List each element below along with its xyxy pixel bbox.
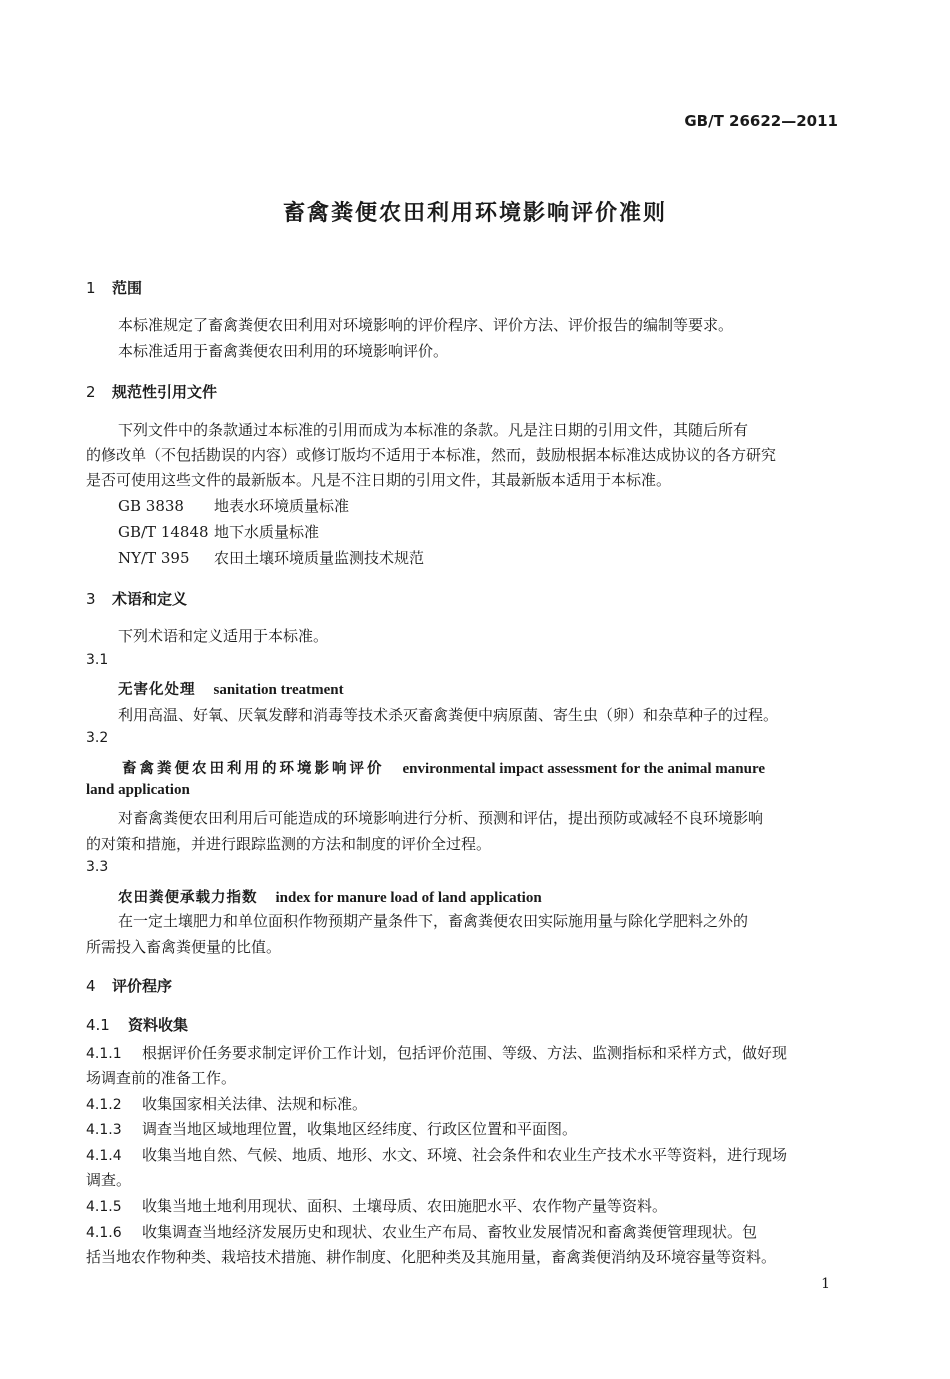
item-number: 4.1.5 — [86, 1199, 122, 1215]
term-entry — [118, 886, 542, 907]
item-number: 4.1.6 — [86, 1225, 122, 1241]
clause-number: 3.2 — [86, 730, 109, 746]
section-title: 范围 — [112, 279, 143, 297]
paragraph: 下列术语和定义适用于本标准。 — [118, 627, 329, 645]
section-number: 2 — [86, 383, 96, 401]
item-number: 4.1.1 — [86, 1046, 122, 1062]
reference-item — [118, 547, 424, 568]
term-entry — [118, 678, 344, 699]
reference-item — [118, 495, 349, 516]
clause-item — [86, 1040, 787, 1067]
section-number: 3 — [86, 590, 96, 608]
term-english: environmental impact assessment for the animal manure — [402, 761, 765, 777]
item-text: 收集调查当地经济发展历史和现状、农业生产布局、畜牧业发展情况和畜禽粪便管理现状。包 — [142, 1223, 758, 1241]
term-definition: 的对策和措施，并进行跟踪监测的方法和制度的评价全过程。 — [86, 835, 492, 853]
subsection-title: 资料收集 — [128, 1016, 189, 1034]
reference-name: 地下水质量标准 — [214, 523, 320, 541]
item-text: 收集当地土地利用现状、面积、土壤母质、农田施肥水平、农作物产量等资料。 — [142, 1197, 668, 1215]
clause-item — [86, 1142, 787, 1169]
reference-code: NY/T 395 — [118, 549, 190, 567]
item-text-continued: 调查。 — [86, 1171, 132, 1189]
clause-item — [86, 1193, 667, 1220]
clause-item — [86, 1091, 367, 1118]
term-chinese: 农田粪便承载力指数 — [118, 890, 258, 906]
item-text: 收集当地自然、气候、地质、地形、水文、环境、社会条件和农业生产技术水平等资料，进行现场 — [142, 1146, 788, 1164]
paragraph: 本标准适用于畜禽粪便农田利用的环境影响评价。 — [118, 342, 449, 360]
section-1-heading — [86, 277, 142, 298]
page-number: 1 — [821, 1276, 830, 1292]
item-text-continued: 括当地农作物种类、栽培技术措施、耕作制度、化肥种类及其施用量，畜禽粪便消纳及环境容量等资料。 — [86, 1248, 777, 1266]
section-number: 4 — [86, 977, 96, 995]
item-text: 调查当地区域地理位置，收集地区经纬度、行政区位置和平面图。 — [142, 1120, 578, 1138]
document-title: 畜禽粪便农田利用环境影响评价准则 — [282, 201, 667, 226]
term-chinese: 畜禽粪便农田利用的环境影响评价 — [122, 761, 385, 777]
reference-item — [118, 521, 319, 542]
section-title: 术语和定义 — [112, 590, 188, 608]
section-3-heading — [86, 588, 187, 609]
clause-item — [86, 1219, 757, 1246]
section-4-heading — [86, 975, 172, 996]
term-entry-continued — [86, 782, 190, 799]
term-definition: 在一定土壤肥力和单位面积作物预期产量条件下，畜禽粪便农田实际施用量与除化学肥料之外的 — [118, 912, 749, 930]
item-text: 根据评价任务要求制定评价工作计划，包括评价范围、等级、方法、监测指标和采样方式，做好现 — [142, 1044, 788, 1062]
subsection-number: 4.1 — [86, 1016, 110, 1034]
item-text-continued: 场调查前的准备工作。 — [86, 1069, 237, 1087]
term-definition: 对畜禽粪便农田利用后可能造成的环境影响进行分析、预测和评估，提出预防或减轻不良环境影响 — [118, 809, 764, 827]
item-text: 收集国家相关法律、法规和标准。 — [142, 1095, 368, 1113]
item-number: 4.1.3 — [86, 1122, 122, 1138]
term-english: sanitation treatment — [213, 682, 344, 698]
section-2-heading — [86, 381, 217, 402]
paragraph-line: 下列文件中的条款通过本标准的引用而成为本标准的条款。凡是注日期的引用文件，其随后所有 — [118, 421, 749, 439]
clause-number: 3.3 — [86, 859, 109, 875]
term-chinese: 无害化处理 — [118, 682, 196, 698]
reference-code: GB/T 14848 — [118, 523, 209, 541]
term-definition: 所需投入畜禽粪便量的比值。 — [86, 938, 282, 956]
reference-code: GB 3838 — [118, 497, 184, 515]
term-definition: 利用高温、好氧、厌氧发酵和消毒等技术杀灭畜禽粪便中病原菌、寄生虫（卵）和杂草种子的过程。 — [118, 706, 779, 724]
standard-code: GB/T 26622—2011 — [684, 112, 838, 130]
paragraph: 本标准规定了畜禽粪便农田利用对环境影响的评价程序、评价方法、评价报告的编制等要求。 — [118, 316, 734, 334]
term-entry — [122, 757, 765, 778]
section-number: 1 — [86, 279, 96, 297]
subsection-4-1-heading — [86, 1014, 188, 1035]
section-title: 评价程序 — [112, 977, 173, 995]
paragraph-line: 的修改单（不包括勘误的内容）或修订版均不适用于本标准，然而，鼓励根据本标准达成协议的各方研究 — [86, 446, 777, 464]
term-english-continued: land application — [86, 782, 190, 798]
term-english: index for manure load of land application — [275, 890, 542, 906]
item-number: 4.1.2 — [86, 1097, 122, 1113]
item-number: 4.1.4 — [86, 1148, 122, 1164]
clause-item — [86, 1116, 577, 1143]
clause-number: 3.1 — [86, 652, 109, 668]
section-title: 规范性引用文件 — [112, 383, 218, 401]
reference-name: 农田土壤环境质量监测技术规范 — [214, 549, 425, 567]
reference-name: 地表水环境质量标准 — [214, 497, 350, 515]
paragraph-line: 是否可使用这些文件的最新版本。凡是不注日期的引用文件，其最新版本适用于本标准。 — [86, 471, 672, 489]
